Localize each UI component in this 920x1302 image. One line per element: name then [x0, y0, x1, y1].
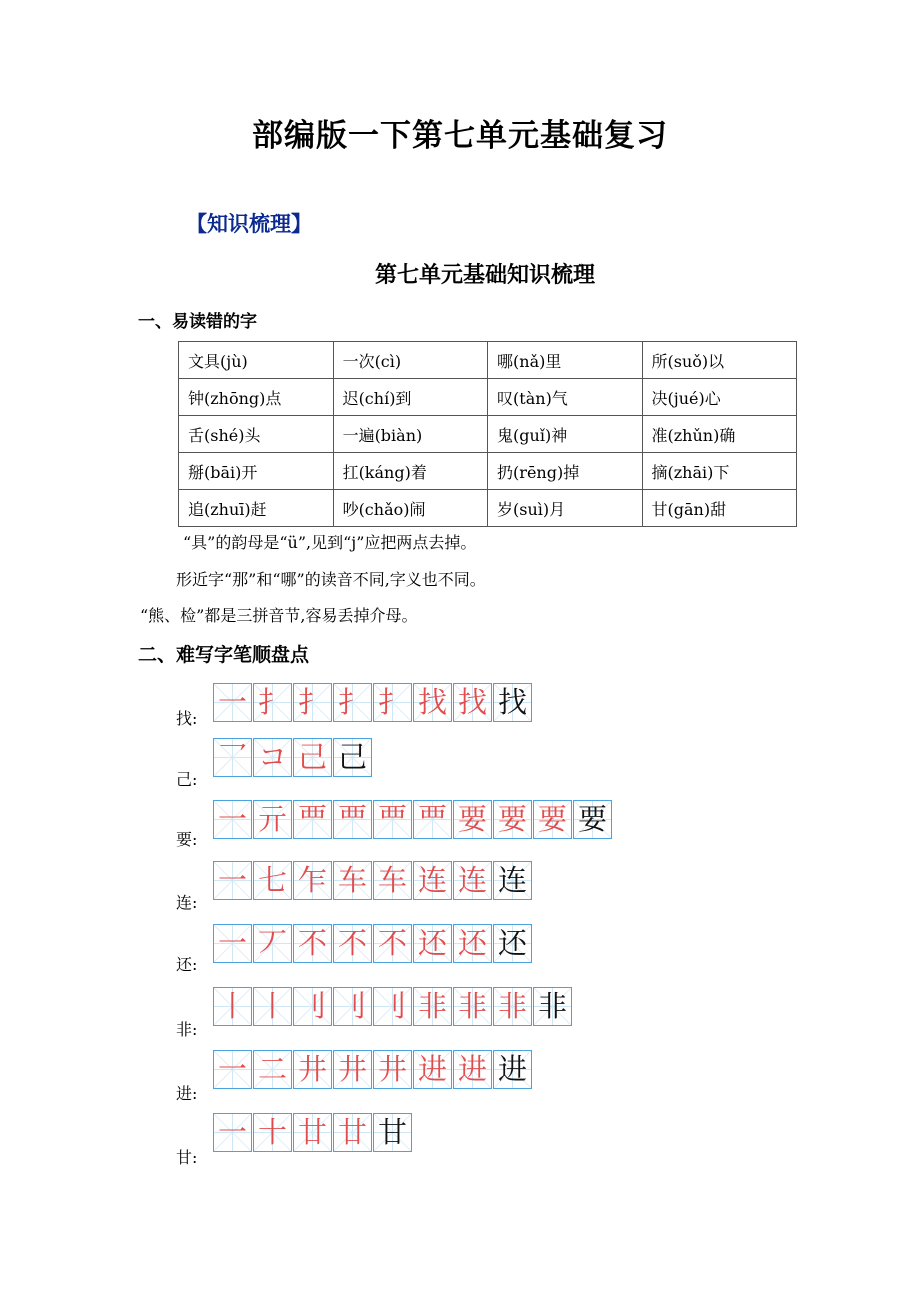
- stroke-cell: [453, 924, 492, 963]
- stroke-glyph: 甘: [377, 1115, 407, 1149]
- stroke-glyph: 扌: [297, 685, 327, 719]
- stroke-glyph: 亓: [257, 802, 287, 836]
- stroke-cell: [373, 683, 412, 722]
- stroke-row-label: 还:: [176, 955, 198, 974]
- stroke-order-strip: [213, 861, 533, 900]
- stroke-cell: [333, 1113, 372, 1152]
- stroke-order-strip: [213, 1113, 413, 1152]
- stroke-cell: [413, 683, 452, 722]
- table-cell: 舌(shé)头: [179, 416, 334, 453]
- stroke-cell: [493, 861, 532, 900]
- stroke-glyph: 己: [297, 740, 327, 774]
- table-cell: 甘(gān)甜: [642, 490, 797, 527]
- table-row: [179, 379, 797, 416]
- stroke-glyph: 井: [297, 1052, 327, 1086]
- stroke-glyph: 一: [217, 685, 247, 719]
- note-2: 形近字“那”和“哪”的读音不同,字义也不同。: [176, 570, 486, 589]
- table-row: [179, 490, 797, 527]
- stroke-cell: [213, 738, 252, 777]
- stroke-cell: [253, 1113, 292, 1152]
- stroke-glyph: 车: [337, 863, 367, 897]
- stroke-glyph: 覀: [297, 802, 327, 836]
- table-cell: 吵(chǎo)闹: [333, 490, 487, 527]
- stroke-cell: [333, 987, 372, 1026]
- stroke-cell: [253, 738, 292, 777]
- stroke-glyph: 己: [337, 740, 367, 774]
- stroke-glyph: 一: [217, 1052, 247, 1086]
- stroke-cell: [373, 987, 412, 1026]
- stroke-cell: [373, 861, 412, 900]
- stroke-cell: [213, 683, 252, 722]
- stroke-order-strip: [213, 1050, 533, 1089]
- stroke-row-label: 甘:: [176, 1148, 198, 1167]
- stroke-glyph: 井: [377, 1052, 407, 1086]
- stroke-cell: [413, 987, 452, 1026]
- table-cell: 钟(zhōng)点: [179, 379, 334, 416]
- stroke-glyph: 连: [497, 863, 527, 897]
- stroke-cell: [213, 924, 252, 963]
- table-cell: 一遍(biàn): [333, 416, 487, 453]
- table-cell: 叹(tàn)气: [488, 379, 642, 416]
- stroke-cell: [253, 683, 292, 722]
- stroke-glyph: 非: [497, 989, 527, 1023]
- stroke-glyph: 乛: [217, 740, 247, 774]
- stroke-glyph: 要: [537, 802, 567, 836]
- stroke-cell: [453, 1050, 492, 1089]
- table-cell: 一次(cì): [333, 342, 487, 379]
- table-cell: 掰(bāi)开: [179, 453, 334, 490]
- stroke-cell: [413, 924, 452, 963]
- stroke-glyph: 覀: [417, 802, 447, 836]
- stroke-cell: [493, 683, 532, 722]
- stroke-glyph: 进: [457, 1052, 487, 1086]
- stroke-cell: [413, 861, 452, 900]
- stroke-glyph: 要: [497, 802, 527, 836]
- stroke-glyph: 要: [577, 802, 607, 836]
- stroke-glyph: 还: [457, 926, 487, 960]
- stroke-cell: [293, 1050, 332, 1089]
- stroke-cell: [573, 800, 612, 839]
- section-subtitle: 第七单元基础知识梳理: [374, 263, 595, 288]
- stroke-glyph: 刂: [377, 989, 407, 1023]
- stroke-glyph: 一: [217, 802, 247, 836]
- stroke-order-strip: [213, 924, 533, 963]
- stroke-glyph: 连: [417, 863, 447, 897]
- stroke-cell: [453, 987, 492, 1026]
- table-cell: 追(zhuī)赶: [179, 490, 334, 527]
- stroke-glyph: 刂: [297, 989, 327, 1023]
- stroke-row-label: 非:: [176, 1020, 198, 1039]
- stroke-cell: [293, 1113, 332, 1152]
- stroke-glyph: 还: [497, 926, 527, 960]
- stroke-glyph: 刂: [337, 989, 367, 1023]
- stroke-glyph: 覀: [377, 802, 407, 836]
- stroke-cell: [213, 1050, 252, 1089]
- stroke-glyph: 丨: [257, 989, 287, 1023]
- page-title: 部编版一下第七单元基础复习: [252, 118, 668, 154]
- table-row: [179, 342, 797, 379]
- stroke-glyph: 七: [257, 863, 287, 897]
- table-cell: 文具(jù): [179, 342, 334, 379]
- stroke-cell: [293, 987, 332, 1026]
- stroke-glyph: 非: [417, 989, 447, 1023]
- stroke-cell: [213, 987, 252, 1026]
- pinyin-table: [178, 341, 797, 527]
- table-cell: 扔(rēng)掉: [488, 453, 642, 490]
- table-row: [179, 416, 797, 453]
- stroke-order-strip: [213, 683, 533, 722]
- table-cell: 所(suǒ)以: [642, 342, 797, 379]
- table-cell: 摘(zhāi)下: [642, 453, 797, 490]
- stroke-glyph: コ: [257, 740, 287, 774]
- stroke-glyph: 扌: [377, 685, 407, 719]
- stroke-glyph: 不: [337, 926, 367, 960]
- stroke-cell: [373, 924, 412, 963]
- stroke-cell: [213, 800, 252, 839]
- table-cell: 扛(káng)着: [333, 453, 487, 490]
- stroke-cell: [453, 683, 492, 722]
- stroke-cell: [373, 1050, 412, 1089]
- stroke-cell: [373, 1113, 412, 1152]
- table-cell: 哪(nǎ)里: [488, 342, 642, 379]
- stroke-cell: [253, 1050, 292, 1089]
- stroke-row-label: 进:: [176, 1084, 198, 1103]
- stroke-cell: [253, 800, 292, 839]
- stroke-cell: [333, 683, 372, 722]
- stroke-cell: [333, 800, 372, 839]
- stroke-row-label: 己:: [176, 770, 198, 789]
- stroke-order-strip: [213, 738, 373, 777]
- table-cell: 迟(chí)到: [333, 379, 487, 416]
- stroke-glyph: 廿: [337, 1115, 367, 1149]
- stroke-glyph: 不: [297, 926, 327, 960]
- stroke-cell: [453, 861, 492, 900]
- stroke-glyph: 进: [417, 1052, 447, 1086]
- stroke-glyph: 找: [417, 685, 447, 719]
- stroke-glyph: 井: [337, 1052, 367, 1086]
- part2-heading: 二、难写字笔顺盘点: [138, 644, 310, 666]
- table-row: [179, 453, 797, 490]
- stroke-glyph: 扌: [257, 685, 287, 719]
- stroke-glyph: 连: [457, 863, 487, 897]
- table-cell: 决(jué)心: [642, 379, 797, 416]
- stroke-glyph: 进: [497, 1052, 527, 1086]
- table-cell: 鬼(guǐ)神: [488, 416, 642, 453]
- stroke-cell: [493, 987, 532, 1026]
- stroke-cell: [413, 800, 452, 839]
- stroke-cell: [533, 800, 572, 839]
- table-cell: 准(zhǔn)确: [642, 416, 797, 453]
- stroke-glyph: 覀: [337, 802, 367, 836]
- stroke-glyph: 车: [377, 863, 407, 897]
- stroke-glyph: 一: [217, 863, 247, 897]
- table-cell: 岁(suì)月: [488, 490, 642, 527]
- stroke-cell: [333, 924, 372, 963]
- stroke-row-label: 找:: [176, 709, 198, 728]
- stroke-glyph: 丆: [257, 926, 287, 960]
- stroke-cell: [293, 800, 332, 839]
- stroke-cell: [493, 800, 532, 839]
- stroke-cell: [333, 1050, 372, 1089]
- stroke-glyph: 扌: [337, 685, 367, 719]
- section-tag: 【知识梳理】: [186, 212, 312, 236]
- stroke-cell: [293, 683, 332, 722]
- stroke-cell: [253, 987, 292, 1026]
- stroke-glyph: 廿: [297, 1115, 327, 1149]
- stroke-glyph: 十: [257, 1115, 287, 1149]
- stroke-cell: [533, 987, 572, 1026]
- stroke-cell: [253, 861, 292, 900]
- stroke-cell: [213, 861, 252, 900]
- stroke-glyph: 找: [457, 685, 487, 719]
- stroke-cell: [293, 924, 332, 963]
- stroke-glyph: 不: [377, 926, 407, 960]
- stroke-glyph: 二: [257, 1052, 287, 1086]
- stroke-order-strip: [213, 987, 573, 1026]
- stroke-cell: [253, 924, 292, 963]
- stroke-cell: [493, 924, 532, 963]
- stroke-cell: [493, 1050, 532, 1089]
- stroke-cell: [213, 1113, 252, 1152]
- stroke-glyph: 乍: [297, 863, 327, 897]
- stroke-glyph: 一: [217, 926, 247, 960]
- stroke-glyph: 非: [537, 989, 567, 1023]
- stroke-cell: [333, 861, 372, 900]
- stroke-glyph: 找: [497, 685, 527, 719]
- stroke-row-label: 连:: [176, 893, 198, 912]
- stroke-cell: [333, 738, 372, 777]
- stroke-order-strip: [213, 800, 613, 839]
- stroke-glyph: 还: [417, 926, 447, 960]
- stroke-cell: [373, 800, 412, 839]
- stroke-row-label: 要:: [176, 830, 198, 849]
- stroke-glyph: 要: [457, 802, 487, 836]
- stroke-glyph: 一: [217, 1115, 247, 1149]
- note-3: “熊、检”都是三拼音节,容易丢掉介母。: [140, 606, 418, 625]
- part1-heading: 一、易读错的字: [138, 312, 257, 332]
- stroke-cell: [293, 738, 332, 777]
- stroke-glyph: 非: [457, 989, 487, 1023]
- stroke-cell: [293, 861, 332, 900]
- stroke-cell: [453, 800, 492, 839]
- note-1: “具”的韵母是“ü”,见到“j”应把两点去掉。: [183, 533, 477, 552]
- stroke-glyph: 丨: [217, 989, 247, 1023]
- stroke-cell: [413, 1050, 452, 1089]
